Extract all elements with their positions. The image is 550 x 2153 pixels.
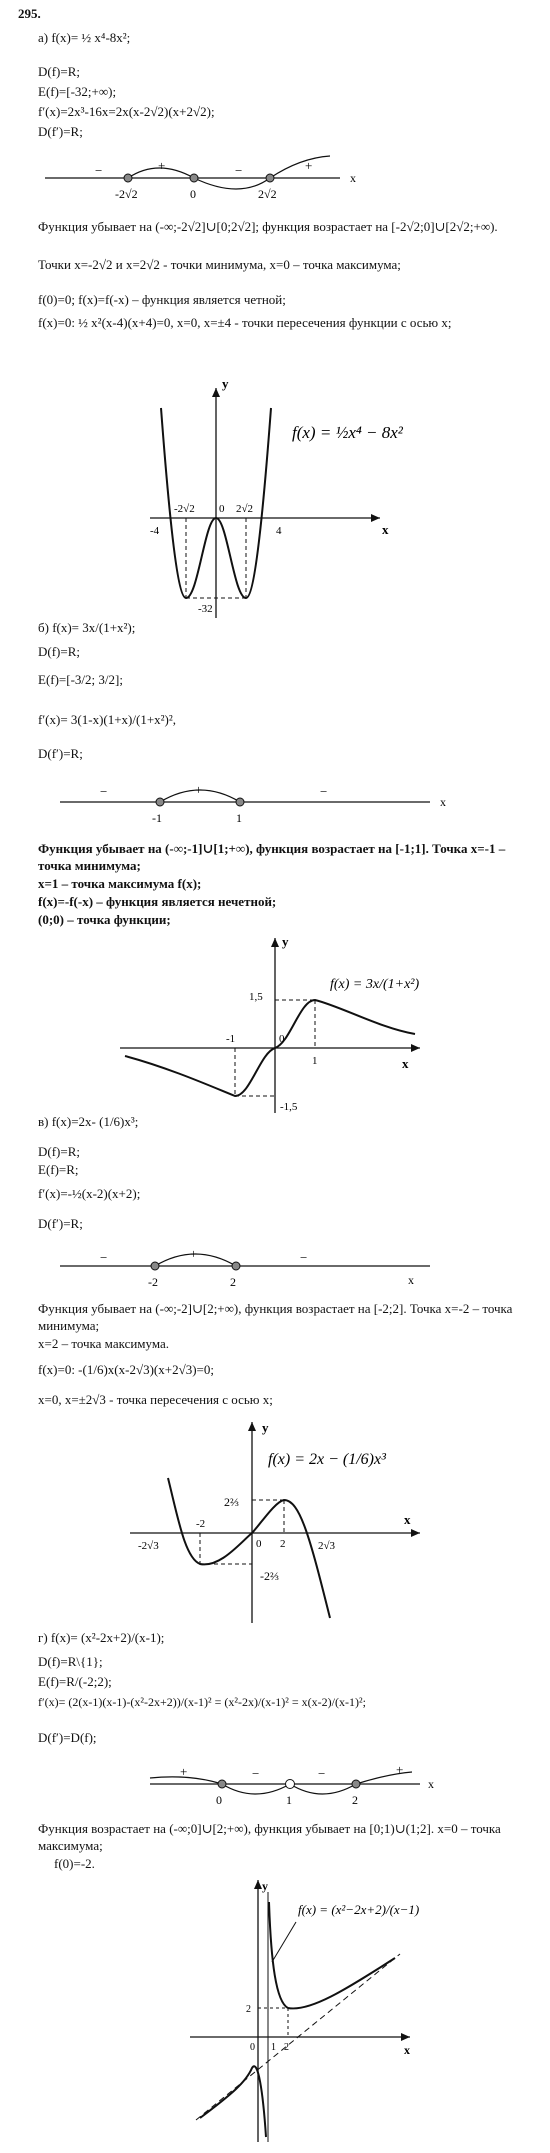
c-sign-1: −: [100, 1250, 108, 1265]
a-graph-axis-x: x: [382, 522, 389, 537]
c-text-2: x=2 – точка максимума.: [38, 1336, 170, 1351]
a-graph-tick-3: 0: [219, 503, 225, 515]
a-sign-3: −: [235, 163, 243, 178]
c-function: в) f(x)=2x- (1/6)x³;: [38, 1114, 139, 1129]
d-graph-tick-4: 2: [284, 2042, 289, 2053]
c-graph-axis-y: y: [262, 1420, 269, 1435]
a-graph-tick-6: -32: [198, 603, 213, 615]
a-range: E(f)=[-32;+∞);: [38, 84, 117, 99]
d-domain: D(f)=R\{1};: [38, 1654, 103, 1669]
a-function: а) f(x)= ½ x⁴-8x²;: [38, 30, 131, 45]
d-sign-2: −: [252, 1766, 260, 1781]
c-graph-tick-4: 2: [280, 1538, 286, 1550]
a-label-2: 0: [190, 187, 196, 201]
b-derivative-domain: D(f′)=R;: [38, 746, 83, 761]
c-text-1: Функция убывает на (-∞;-2]∪[2;+∞), функция возрастает на [-2;2]. Точка x=-2 – точка минимума;: [38, 1301, 513, 1333]
a-graph-tick-5: 4: [276, 525, 282, 537]
a-graph-formula: f(x) = ½x⁴ − 8x²: [292, 423, 403, 442]
c-graph-axis-x: x: [404, 1512, 411, 1527]
b-text-3: f(x)=-f(-x) – функция является нечетной;: [38, 894, 277, 909]
c-domain: D(f)=R;: [38, 1144, 80, 1159]
d-label-2: 1: [286, 1793, 292, 1807]
a-axis-x: x: [350, 171, 356, 185]
b-graph: [0, 928, 550, 1118]
a-sign-line: [0, 148, 550, 218]
d-graph-axis-x: x: [404, 2043, 410, 2057]
a-graph-tick-2: -2√2: [174, 503, 195, 515]
c-graph-tick-3: 0: [256, 1538, 262, 1550]
a-text-1: Функция убывает на (-∞;-2√2]∪[0;2√2]; функция возрастает на [-2√2;0]∪[2√2;+∞).: [38, 219, 498, 234]
b-graph-axis-x: x: [402, 1056, 409, 1071]
d-sign-3: −: [318, 1766, 326, 1781]
a-sign-2: +: [158, 158, 166, 173]
b-graph-tick-2: 0: [279, 1033, 285, 1045]
a-domain: D(f)=R;: [38, 64, 80, 79]
a-label-3: 2√2: [258, 187, 277, 201]
d-derivative-domain: D(f′)=D(f);: [38, 1730, 97, 1745]
b-text-4: (0;0) – точка функции;: [38, 912, 171, 927]
c-graph-tick-7: -2⅔: [260, 1569, 279, 1583]
a-sign-1: −: [95, 163, 103, 178]
b-graph-formula: f(x) = 3x/(1+x²): [330, 977, 420, 992]
b-range: E(f)=[-3/2; 3/2];: [38, 672, 123, 687]
d-graph: [0, 1872, 550, 2152]
d-range: E(f)=R/(-2;2);: [38, 1674, 112, 1689]
a-derivative: f′(x)=2x³-16x=2x(x-2√2)(x+2√2);: [38, 104, 215, 119]
a-text-2: Точки x=-2√2 и x=2√2 - точки минимума, x=0 – точка максимума;: [38, 257, 401, 272]
d-graph-formula: f(x) = (x²−2x+2)/(x−1): [298, 1902, 420, 1917]
d-text-2: f(0)=-2.: [54, 1856, 95, 1871]
a-text-4: f(x)=0: ½ x²(x-4)(x+4)=0, x=0, x=±4 - точки пересечения функции с осью x;: [38, 315, 452, 330]
b-graph-axis-y: y: [282, 934, 289, 949]
a-text-3: f(0)=0; f(x)=f(-x) – функция является четной;: [38, 292, 286, 307]
b-sign-3: −: [320, 784, 328, 799]
d-graph-axis-y: y: [262, 1879, 268, 1893]
c-sign-2: +: [190, 1246, 198, 1261]
d-graph-tick-3: 1: [271, 2042, 276, 2053]
c-label-1: -2: [148, 1275, 158, 1289]
b-sign-2: +: [195, 782, 203, 797]
b-graph-tick-4: 1,5: [249, 991, 263, 1003]
c-sign-3: −: [300, 1250, 308, 1265]
b-graph-tick-1: -1: [226, 1033, 236, 1045]
d-derivative: f′(x)= (2(x-1)(x-1)-(x²-2x+2))/(x-1)² = (x²-2x)/(x-1)² = x(x-2)/(x-1)²;: [38, 1695, 366, 1709]
d-axis-x: x: [428, 1777, 434, 1791]
a-derivative-domain: D(f′)=R;: [38, 124, 83, 139]
c-axis-x: x: [408, 1273, 414, 1287]
b-function: б) f(x)= 3x/(1+x²);: [38, 620, 136, 635]
d-label-3: 2: [352, 1793, 358, 1807]
a-graph-tick-4: 2√2: [236, 503, 254, 515]
d-sign-1: +: [180, 1764, 188, 1779]
d-function: г) f(x)= (x²-2x+2)/(x-1);: [38, 1630, 165, 1645]
c-graph-tick-2: -2: [196, 1518, 206, 1530]
c-graph-tick-6: 2⅔: [224, 1495, 239, 1509]
b-sign-1: −: [100, 784, 108, 799]
b-derivative: f′(x)= 3(1-x)(1+x)/(1+x²)²,: [38, 712, 177, 727]
c-label-2: 2: [230, 1275, 236, 1289]
c-derivative-domain: D(f′)=R;: [38, 1216, 83, 1231]
b-label-2: 1: [236, 811, 242, 825]
a-label-1: -2√2: [115, 187, 138, 201]
d-sign-4: +: [396, 1762, 404, 1777]
d-label-1: 0: [216, 1793, 222, 1807]
problem-number: 295.: [18, 6, 41, 21]
c-text-4: x=0, x=±2√3 - точка пересечения с осью x;: [38, 1392, 273, 1407]
b-domain: D(f)=R;: [38, 644, 80, 659]
d-text-1: Функция возрастает на (-∞;0]∪[2;+∞), функция убывает на [0;1)∪(1;2]. x=0 – точка максимума;: [38, 1821, 501, 1853]
a-graph: [0, 368, 550, 628]
c-text-3: f(x)=0: -(1/6)x(x-2√3)(x+2√3)=0;: [38, 1362, 214, 1377]
c-graph: [0, 1418, 550, 1628]
b-graph-tick-5: -1,5: [280, 1101, 298, 1113]
d-graph-tick-1: 2: [246, 2004, 251, 2015]
b-label-1: -1: [152, 811, 162, 825]
b-text-2: x=1 – точка максимума f(x);: [38, 876, 202, 891]
d-sign-line: [0, 1756, 550, 1816]
c-sign-line: [0, 1236, 550, 1296]
d-graph-tick-2: 0: [250, 2042, 255, 2053]
b-graph-tick-3: 1: [312, 1055, 318, 1067]
c-graph-tick-1: -2√3: [138, 1540, 159, 1552]
b-axis-x: x: [440, 795, 446, 809]
c-derivative: f′(x)=-½(x-2)(x+2);: [38, 1186, 141, 1201]
a-graph-tick-1: -4: [150, 525, 160, 537]
a-sign-4: +: [305, 158, 313, 173]
b-sign-line: [0, 770, 550, 840]
b-text-1: Функция убывает на (-∞;-1]∪[1;+∞), функция возрастает на [-1;1]. Точка x=-1 – точка минимума;: [38, 841, 506, 873]
c-graph-formula: f(x) = 2x − (1/6)x³: [268, 1451, 386, 1468]
c-graph-tick-5: 2√3: [318, 1540, 336, 1552]
a-graph-axis-y: y: [222, 376, 229, 391]
c-range: E(f)=R;: [38, 1162, 79, 1177]
